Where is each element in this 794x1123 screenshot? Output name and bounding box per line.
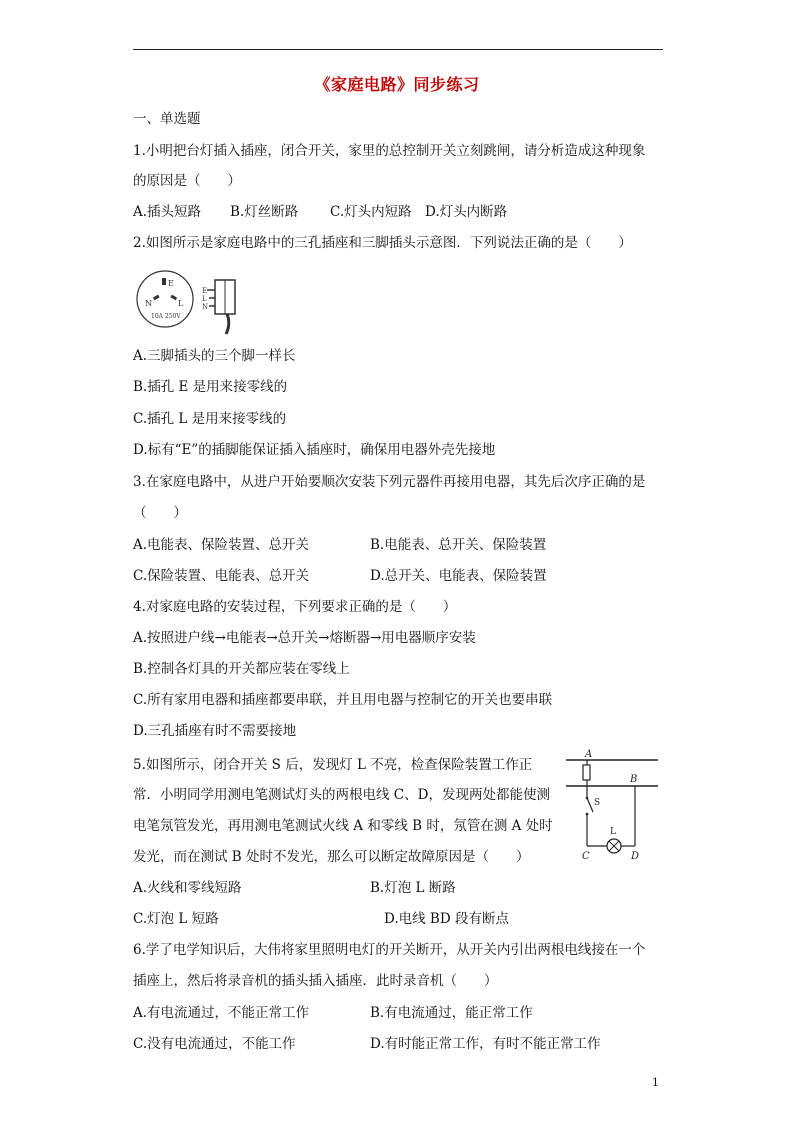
q1-option-b: B.灯丝断路 [230, 204, 299, 220]
switch-blade [587, 798, 593, 812]
q1-option-c: C.灯头内短路 [330, 204, 412, 220]
section-heading: 一、单选题 [133, 111, 201, 127]
q4-stem-line1: 4.对家庭电路的安装过程，下列要求正确的是（ ） [133, 599, 457, 615]
q5-stem-line3: 电笔氖管发光，再用测电笔测试火线 A 和零线 B 时，氖管在测 A 处时 [133, 818, 553, 834]
switch-contact-top [586, 797, 589, 800]
label-b: B [630, 774, 638, 785]
q3-stem-line1: 3.在家庭电路中，从进户开始要顺次安装下列元器件再接用电器，其先后次序正确的是 [133, 474, 646, 490]
q2-option-d: D.标有“E”的插脚能保证插入插座时，确保用电器外壳先接地 [133, 442, 496, 458]
socket-hole-l [170, 295, 177, 301]
plug-label-l: L [202, 295, 207, 303]
q2-option-c: C.插孔 L 是用来接零线的 [133, 411, 287, 427]
header-rule [133, 49, 663, 50]
q3-option-a: A.电能表、保险装置、总开关 [133, 537, 310, 553]
q3-option-b: B.电能表、总开关、保险装置 [370, 537, 547, 553]
page-title: 《家庭电路》同步练习 [314, 75, 480, 94]
q1-option-a: A.插头短路 [133, 204, 202, 220]
q1-option-d: D.灯头内断路 [425, 204, 508, 220]
q4-option-b: B.控制各灯具的开关都应装在零线上 [133, 661, 350, 677]
socket-rating: 10A 250V [151, 313, 181, 320]
label-l: L [610, 827, 616, 837]
q2-option-a: A.三脚插头的三个脚一样长 [133, 348, 296, 364]
q5-option-b: B.灯泡 L 断路 [370, 880, 456, 896]
q6-option-c: C.没有电流通过，不能工作 [133, 1036, 296, 1052]
label-c: C [582, 851, 590, 860]
q5-option-d: D.电线 BD 段有断点 [384, 911, 509, 927]
q2-option-b: B.插孔 E 是用来接零线的 [133, 379, 288, 395]
page-number: 1 [652, 1076, 659, 1089]
q2-stem-line1: 2.如图所示是家庭电路中的三孔插座和三脚插头示意图．下列说法正确的是（ ） [133, 235, 632, 251]
q4-option-d: D.三孔插座有时不需要接地 [133, 723, 297, 739]
q4-option-a: A.按照进户线→电能表→总开关→熔断器→用电器顺序安装 [133, 630, 476, 646]
q6-stem-line1: 6.学了电学知识后，大伟将家里照明电灯的开关断开，从开关内引出两根电线接在一个 [133, 942, 646, 958]
circuit-figure [560, 748, 662, 860]
socket-plug-figure [135, 266, 250, 338]
q3-option-c: C.保险装置、电能表、总开关 [133, 568, 310, 584]
plug-label-n: N [202, 303, 209, 311]
q6-option-d: D.有时能正常工作，有时不能正常工作 [370, 1036, 601, 1052]
q3-stem-line2: （ ） [133, 505, 187, 521]
socket-hole-n [153, 295, 160, 301]
socket-label-l: L [178, 299, 184, 308]
q3-option-d: D.总开关、电能表、保险装置 [370, 568, 547, 584]
label-s: S [594, 798, 601, 808]
socket-label-n: N [145, 299, 152, 308]
fuse [583, 765, 590, 780]
socket-hole-e [162, 278, 166, 285]
q5-stem-line1: 5.如图所示，闭合开关 S 后，发现灯 L 不亮，检查保险装置工作正 [133, 757, 533, 773]
q6-option-b: B.有电流通过，能正常工作 [370, 1005, 533, 1021]
q5-stem-line2: 常．小明同学用测电笔测试灯头的两根电线 C、D，发现两处都能使测 [133, 787, 550, 803]
q1-stem-line1: 1.小明把台灯插入插座，闭合开关，家里的总控制开关立刻跳闸，请分析造成这种现象 [133, 143, 646, 159]
q5-option-c: C.灯泡 L 短路 [133, 911, 219, 927]
label-a: A [585, 749, 593, 760]
plug-cord [226, 314, 229, 334]
q6-stem-line2: 插座上，然后将录音机的插头插入插座．此时录音机（ ） [133, 973, 498, 989]
q1-stem-line2: 的原因是（ ） [133, 173, 241, 189]
plug-label-e: E [202, 287, 208, 295]
q5-stem-line4: 发光，而在测试 B 处时不发光，那么可以断定故障原因是（ ） [133, 849, 530, 865]
q6-option-a: A.有电流通过，不能正常工作 [133, 1005, 310, 1021]
q4-option-c: C.所有家用电器和插座都要串联，并且用电器与控制它的开关也要串联 [133, 692, 553, 708]
socket-label-e: E [168, 279, 174, 288]
q5-option-a: A.火线和零线短路 [133, 880, 242, 896]
label-d: D [631, 851, 640, 860]
